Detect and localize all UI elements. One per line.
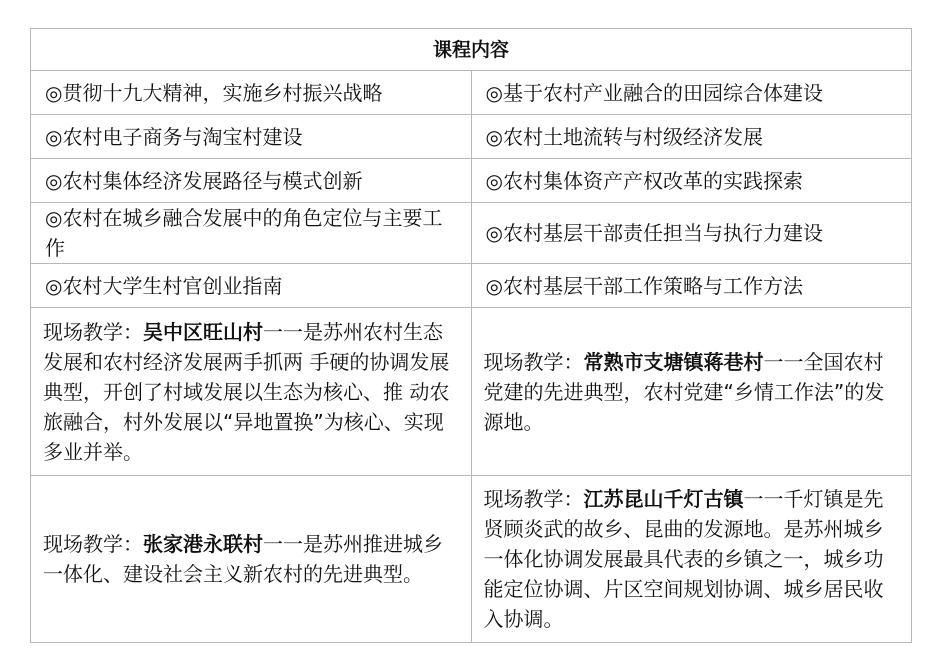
table-title: 课程内容	[31, 29, 912, 71]
field-visit-desc: 一一是苏州推进城乡一体化、建设社会主义新农村的先进典型。	[43, 532, 443, 586]
field-visit-prefix: 现场教学：	[43, 532, 143, 556]
topic-cell: ◎农村集体资产产权改革的实践探索	[471, 159, 912, 203]
field-visit-prefix: 现场教学：	[483, 487, 584, 511]
field-visit-desc: 一一千灯镇是先贤顾炎武的故乡、昆曲的发源地。是苏州城乡一体化协调发展最具代表的乡镇之一，城乡功能定位协调、片区空间规划协调、城乡居民收入协调。	[483, 487, 884, 631]
field-visit-place: 张家港永联村	[143, 532, 263, 556]
topic-cell: ◎农村电子商务与淘宝村建设	[31, 115, 472, 159]
field-visit-place: 吴中区旺山村	[143, 319, 263, 344]
field-visit-place: 常熟市支塘镇蒋巷村	[583, 349, 764, 374]
topic-cell: ◎农村基层干部责任担当与执行力建设	[471, 203, 912, 264]
field-visit-prefix: 现场教学：	[43, 319, 143, 344]
course-content-table	[30, 28, 912, 643]
field-visit-place: 江苏昆山千灯古镇	[583, 487, 744, 511]
field-visit-cell	[471, 308, 912, 476]
topic-cell: ◎农村土地流转与村级经济发展	[471, 115, 912, 159]
field-visit-desc: 一一全国农村党建的先进典型，农村党建“乡情工作法”的发源地。	[483, 349, 885, 434]
topic-cell: ◎农村集体经济发展路径与模式创新	[31, 159, 472, 203]
field-visit-cell	[471, 476, 912, 643]
topic-cell: ◎农村大学生村官创业指南	[31, 264, 472, 308]
field-visit-cell	[31, 476, 472, 643]
field-visit-cell	[31, 308, 472, 476]
field-visit-desc: 一一是苏州农村生态发展和农村经济发展两手抓两 手硬的协调发展典型，开创了村域发展以生态为核心、推 动农旅融合，村外发展以“异地置换”为核心、实现多业并举。	[43, 319, 450, 464]
field-visit-prefix: 现场教学：	[483, 349, 584, 374]
topic-cell: ◎农村在城乡融合发展中的角色定位与主要工作	[31, 203, 472, 264]
topic-cell: ◎农村基层干部工作策略与工作方法	[471, 264, 912, 308]
topic-cell: ◎贯彻十九大精神，实施乡村振兴战略	[31, 71, 472, 115]
topic-cell: ◎基于农村产业融合的田园综合体建设	[471, 71, 912, 115]
